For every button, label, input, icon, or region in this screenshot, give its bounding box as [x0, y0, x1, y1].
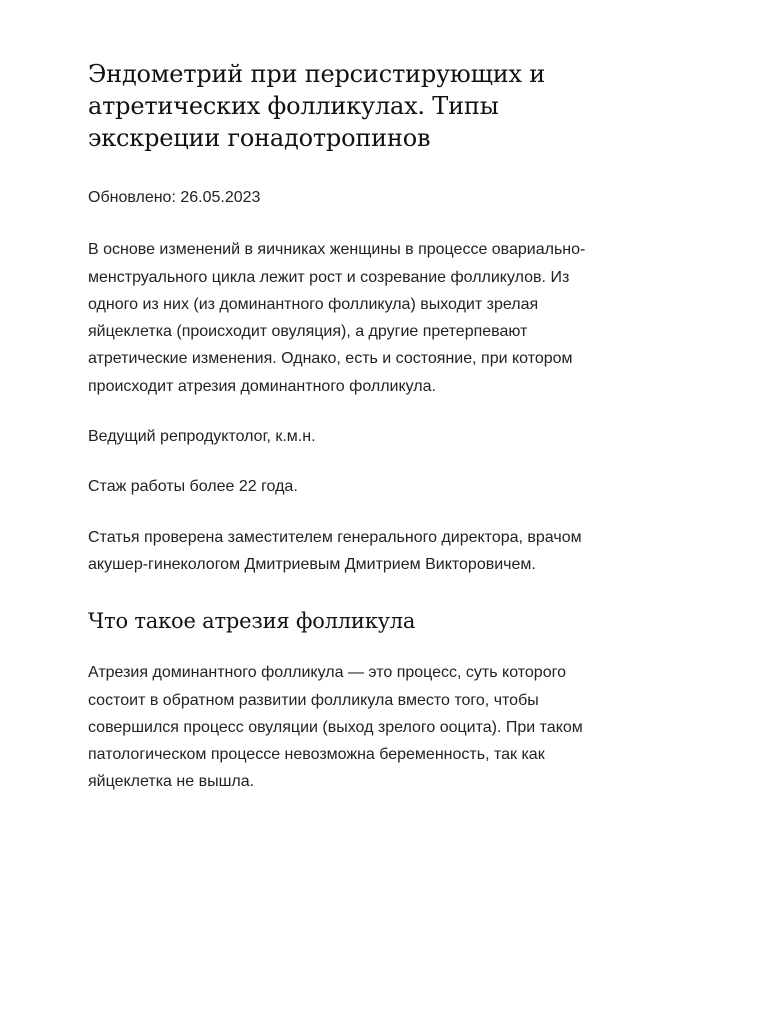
section-heading: Что такое атрезия фолликула	[88, 609, 416, 634]
intro-paragraph: В основе изменений в яичниках женщины в процессе овариально-менструального цикла лежит рост и созревание фолликулов. Из одного из них (из доминантного фолликула) выходит зрелая яйцеклетка (происходит овуляция), а другие претерпевают атретические изменения. Однако, есть и состояние, при котором происходит атрезия доминантного фолликула.	[88, 241, 586, 395]
article	[88, 58, 588, 819]
reviewer-note: Статья проверена заместителем генерального директора, врачом акушер-гинекологом Дмитриевым Дмитрием Викторовичем.	[88, 528, 582, 573]
author-experience: Стаж работы более 22 года.	[88, 478, 298, 496]
section-paragraph: Атрезия доминантного фолликула — это процесс, суть которого состоит в обратном развитии фолликула вместо того, чтобы совершился процесс овуляции (выход зрелого ооцита). При таком патологическом процессе невозможна беременность, так как яйцеклетка не вышла.	[88, 664, 583, 791]
author-role: Ведущий репродуктолог, к.м.н.	[88, 428, 316, 446]
updated-date: Обновлено: 26.05.2023	[88, 189, 261, 206]
article-title: Эндометрий при персистирующих и атретических фолликулах. Типы экскреции гонадотропинов	[88, 60, 546, 152]
